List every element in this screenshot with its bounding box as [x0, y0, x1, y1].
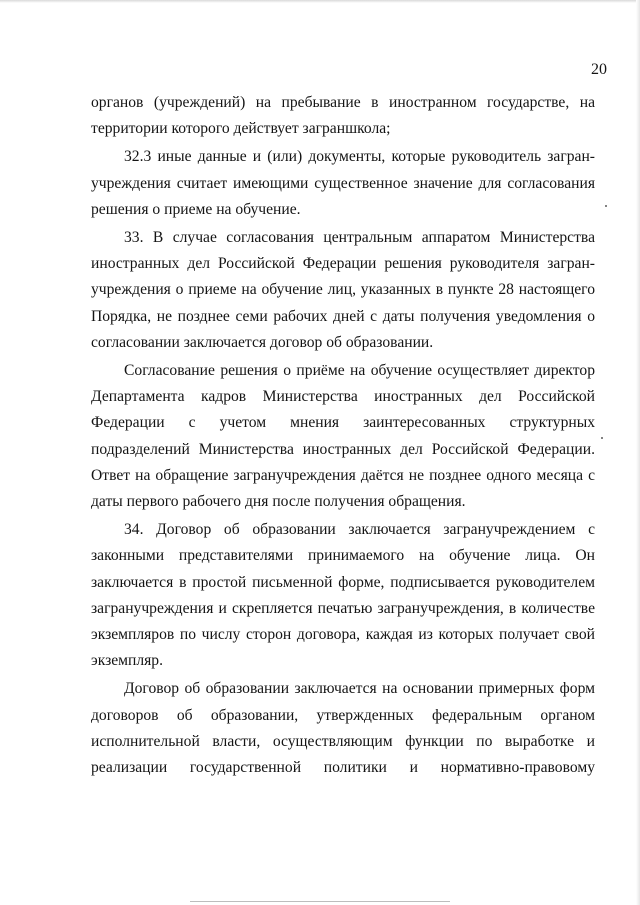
paragraph-approval: Согласование решения о приёме на обучение осуществляет директор Департамента кадров Министерства иностранных дел Российской Федерации с учетом мнения заинтересованных структурных подразделений Министерства иностранных дел Российской Федерации. Ответ на обращение загранучреждения даётся не позднее одного месяца с даты первого рабочего дня после получения обращения.: [91, 362, 595, 511]
page-number: 20: [591, 61, 607, 78]
scan-edge-right: [636, 0, 640, 905]
scan-edge-bottom: [190, 901, 450, 902]
paragraph-contract-basis: Договор об образовании заключается на основании примерных форм договоров об образовании, утвержденных федеральным органом исполнительной власти, осуществляющим функции по выработке и реализации государственной политики и нормативно-правовому: [91, 680, 595, 777]
paragraph-continuation: органов (учреждений) на пребывание в иностранном государстве, на территории которого действует заграншкола;: [91, 94, 595, 138]
scan-speck: [601, 437, 603, 439]
paragraph-32-3: 32.3 иные данные и (или) документы, которые руководитель загранучреждения считает имеющими существенное значение для согласования решения о приеме на обучение.: [91, 148, 595, 218]
scan-speck: [605, 205, 607, 207]
document-body: [91, 90, 595, 783]
paragraph-33: 33. В случае согласования центральным аппаратом Министерства иностранных дел Российской Федерации решения руководителя загранучреждения о приеме на обучение лиц, указанных в пункте 28 настоящего Порядка, не позднее семи рабочих дней с даты получения уведомления о согласовании заключается договор об образовании.: [91, 229, 595, 351]
scan-edge-top: [0, 0, 640, 3]
paragraph-34: 34. Договор об образовании заключается загранучреждением с законными представителями принимаемого на обучение лица. Он заключается в простой письменной форме, подписывается руководителем загранучреждения и скрепляется печатью загранучреждения, в количестве экземпляров по числу сторон договора, каждая из которых получает свой экземпляр.: [91, 521, 595, 670]
